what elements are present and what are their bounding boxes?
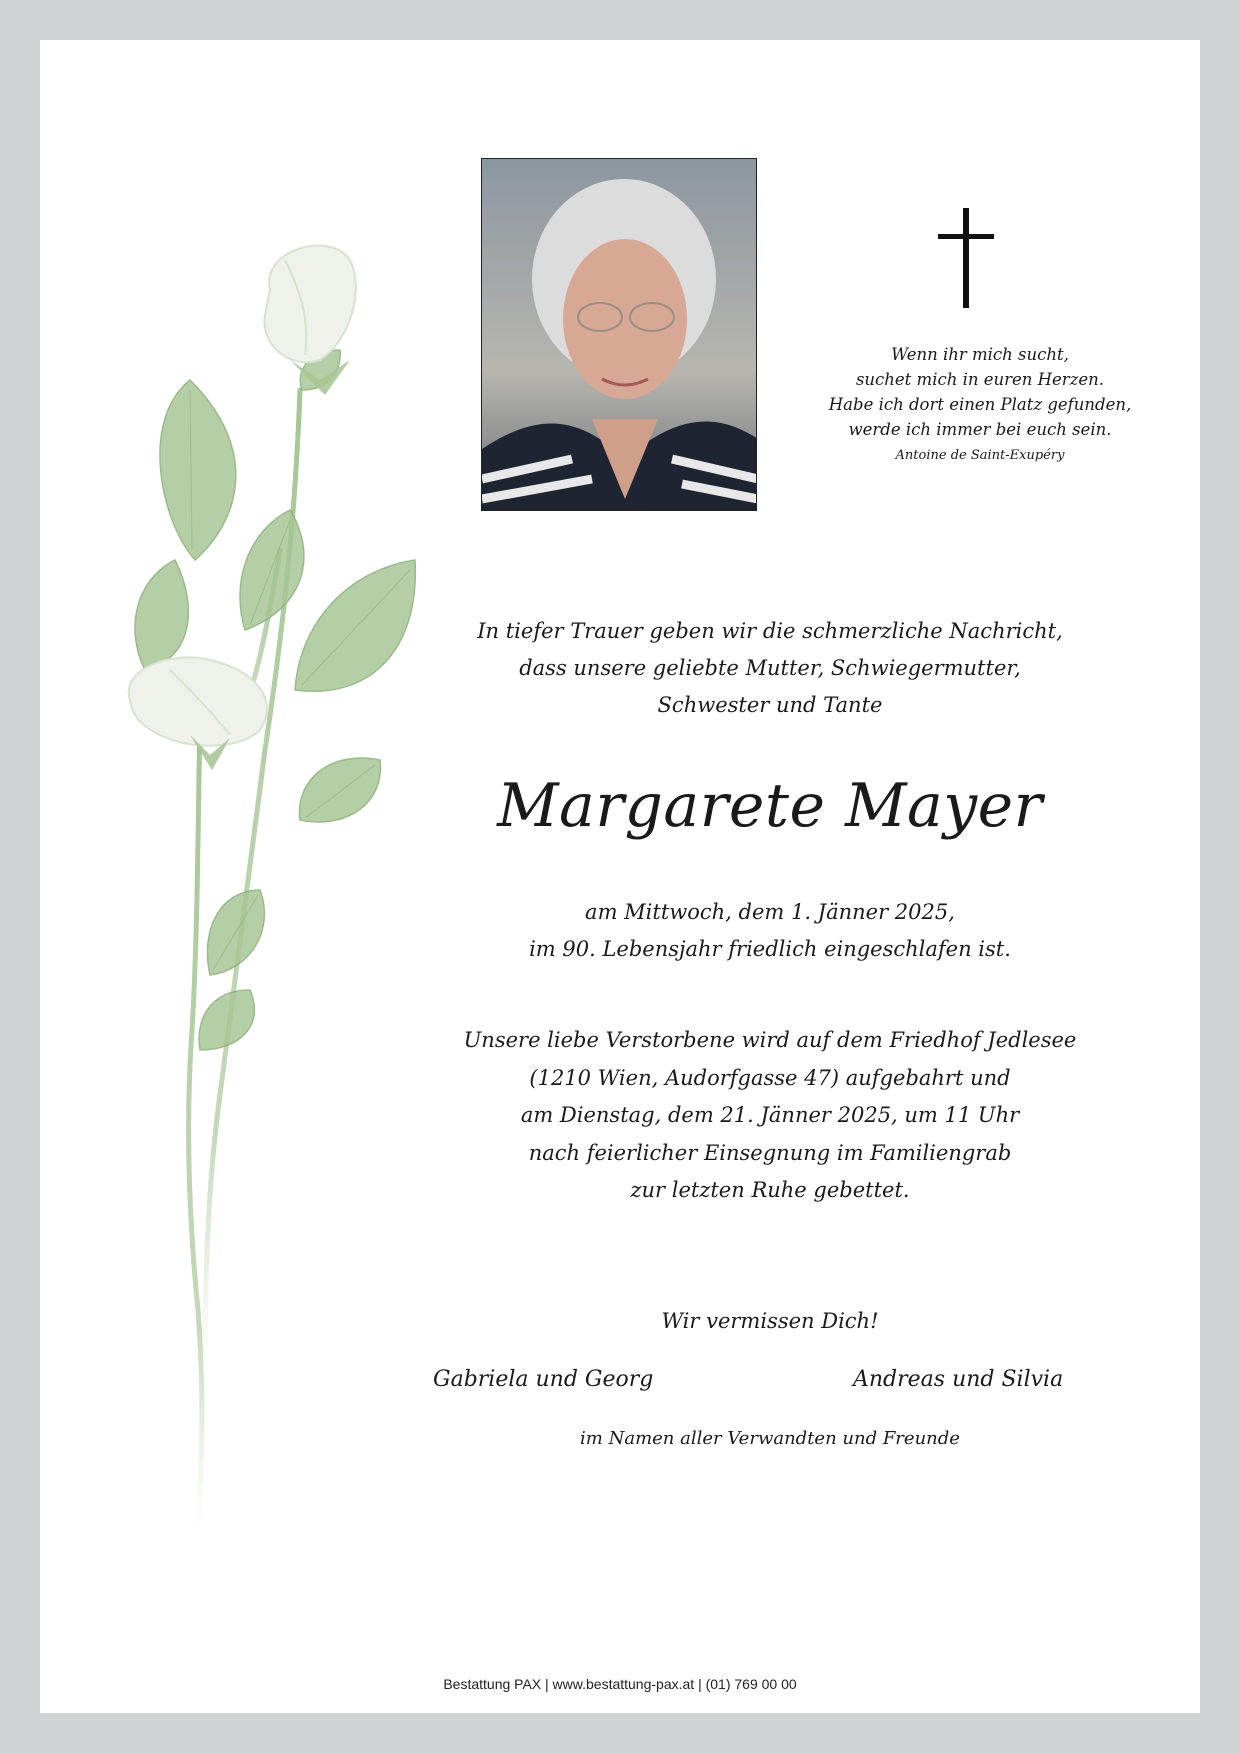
obituary-sheet	[40, 40, 1200, 1713]
poem-line: Habe ich dort einen Platz gefunden,	[828, 395, 1132, 414]
announcement-intro	[420, 613, 1120, 724]
poem-line: suchet mich in euren Herzen.	[855, 370, 1105, 389]
signatory-left: Gabriela und Georg	[433, 1367, 654, 1392]
on-behalf-line: im Namen aller Verwandten und Freunde	[580, 1428, 960, 1449]
poem-quote	[800, 342, 1160, 468]
burial-line: nach feierlicher Einsegnung im Familiengrab	[528, 1140, 1012, 1165]
miss-you-line: Wir vermissen Dich!	[661, 1309, 879, 1333]
burial-line: zur letzten Ruhe gebettet.	[630, 1178, 910, 1202]
death-details	[420, 894, 1120, 968]
funeral-home-footer: Bestattung PAX | www.bestattung-pax.at | (01) 769 00 00	[443, 1676, 797, 1692]
portrait-photo	[481, 158, 757, 511]
signatory-right: Andreas und Silvia	[853, 1367, 1064, 1392]
burial-line: (1210 Wien, Audorfgasse 47) aufgebahrt und	[529, 1065, 1011, 1090]
deceased-name: Margarete Mayer	[497, 771, 1043, 841]
death-line: im 90. Lebensjahr friedlich eingeschlafen ist.	[529, 937, 1011, 961]
intro-line: In tiefer Trauer geben wir die schmerzliche Nachricht,	[477, 619, 1063, 643]
burial-line: am Dienstag, dem 21. Jänner 2025, um 11 Uhr	[520, 1103, 1020, 1127]
intro-line: Schwester und Tante	[657, 693, 883, 717]
cross-icon	[938, 208, 994, 308]
poem-line: Wenn ihr mich sucht,	[891, 345, 1069, 364]
intro-line: dass unsere geliebte Mutter, Schwiegermutter,	[519, 656, 1021, 680]
death-line: am Mittwoch, dem 1. Jänner 2025,	[585, 900, 955, 924]
white-rose-illustration	[80, 230, 460, 1550]
burial-details	[420, 1022, 1120, 1210]
poem-line: werde ich immer bei euch sein.	[848, 420, 1112, 439]
poem-author: Antoine de Saint-Exupéry	[895, 448, 1065, 463]
burial-line: Unsere liebe Verstorbene wird auf dem Friedhof Jedlesee	[463, 1028, 1077, 1052]
